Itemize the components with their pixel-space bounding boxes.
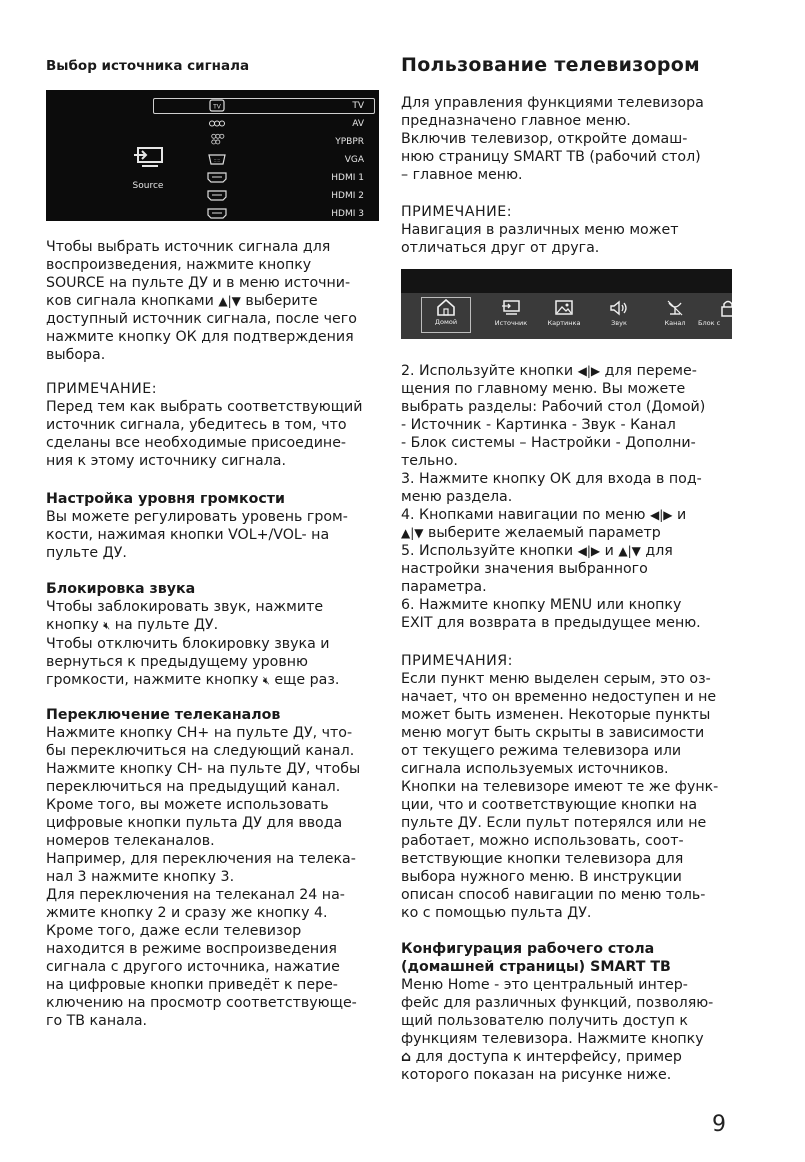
channel-section: Переключение телеканалов Нажмите кнопку СН+ на пульте ДУ, что- бы переключиться на следующий канал. Нажмите кнопку СН- на пульте ДУ, чтобы переключиться на предыдущий канал. Кроме того, вы можете использовать цифровые кнопки пульта ДУ для ввода номеров телеканалов. Например, для переключения на телека- нал 3 нажмите кнопку 3. Для переключения на телеканал 24 на- жмите кнопку 2 и сразу же кнопку 4. Кроме того, даже если телевизор находится в режиме воспроизведения сигнала с другого источника, нажатие на цифровые кнопки приведёт к пере- ключению на просмотр соответствующе- го ТВ канала.: [46, 707, 361, 1029]
menu-item-home[interactable]: Домой: [421, 297, 471, 333]
hdmi-icon: [201, 189, 233, 202]
left-right-arrows-icon: ◀|▶: [577, 364, 601, 378]
volume-section: Настройка уровня громкости Вы можете регулировать уровень гром- кости, нажимая кнопки VOL+/VOL- на пульте ДУ.: [46, 491, 348, 561]
intro-paragraph: Для управления функциями телевизора предназначено главное меню. Включив телевизор, откройте домаш- нюю страницу SMART TB (рабочий стол) – главное меню.: [401, 95, 704, 183]
source-row-hdmi3[interactable]: [46, 205, 379, 223]
source-label-ypbpr: YPBPR: [335, 137, 364, 147]
source-label-vga: VGA: [344, 155, 364, 165]
lock-icon: [718, 299, 732, 317]
left-right-arrows-icon: ◀|▶: [577, 544, 601, 558]
source-row-hdmi1[interactable]: [46, 169, 379, 187]
page-number: 9: [712, 1112, 726, 1137]
source-paragraph: Чтобы выбрать источник сигнала для воспроизведения, нажмите кнопку SOURCE на пульте ДУ и в меню источни- ков сигнала кнопками ▲|▼ выберите доступный источник сигнала, после чего нажмите кнопку ОК для подтверждения выбора.: [46, 239, 357, 363]
channel-heading: Переключение телеканалов: [46, 707, 281, 723]
note-2: ПРИМЕЧАНИЕ: Навигация в различных меню может отличаться друг от друга.: [401, 204, 679, 256]
source-row-ypbpr[interactable]: [46, 133, 379, 151]
menu-item-source[interactable]: Источник: [487, 299, 535, 331]
tv-icon: [201, 99, 233, 112]
mute-icon: 🔇︎: [262, 674, 270, 687]
up-down-arrows-icon: ▲|▼: [618, 544, 641, 558]
home-button-icon: ⌂: [401, 1049, 412, 1065]
source-row-tv[interactable]: [46, 97, 379, 115]
menu-item-channel[interactable]: Канал: [651, 299, 699, 331]
sound-icon: [609, 299, 629, 317]
mute-icon: 🔇︎: [103, 619, 111, 632]
svg-text::::::: :::::: [213, 157, 221, 163]
up-down-arrows-icon: ▲|▼: [218, 294, 241, 308]
config-section: Конфигурация рабочего стола (домашней страницы) SMART TB Меню Home - это центральный интер- фейс для различных функций, позволяю- щий пользователю получить доступ к функциям телевизора. Нажмите кнопку ⌂ для доступа к интерфейсу, пример которого показан на рисунке ниже.: [401, 941, 714, 1083]
source-label-hdmi2: HDMI 2: [331, 191, 364, 201]
note-3: ПРИМЕЧАНИЯ: Если пункт меню выделен серым, это оз- начает, что он временно недоступен и не может быть изменен. Некоторые пункты меню могут быть скрыты в зависимости от текущего режима телевизора или сигнала используемых источников. Кнопки на телевизоре имеют те же функ- ции, что и соответствующие кнопки на пульте ДУ. Если пульт потерялся или не работает, можно использовать, соот- ветствующие кнопки телевизора для выбора нужного меню. В инструкции описан способ навигации по меню толь- ко с помощью пульта ДУ.: [401, 653, 719, 921]
note-1: ПРИМЕЧАНИЕ: Перед тем как выбрать соответствующий источник сигнала, убедитесь в том, что сделаны все необходимые присоедине- ния к этому источнику сигнала.: [46, 381, 363, 469]
source-row-vga[interactable]: [46, 151, 379, 169]
mute-heading: Блокировка звука: [46, 581, 196, 597]
config-heading: Конфигурация рабочего стола: [401, 941, 655, 957]
source-icon: [501, 299, 521, 317]
source-row-hdmi2[interactable]: [46, 187, 379, 205]
main-menu-image: [401, 269, 732, 339]
channel-icon: [665, 299, 685, 317]
left-right-arrows-icon: ◀|▶: [650, 508, 673, 522]
home-icon: [436, 298, 456, 316]
source-row-av[interactable]: [46, 115, 379, 133]
steps-paragraph: 2. Используйте кнопки ◀|▶ для переме- щения по главному меню. Вы можете выбрать разделы: Рабочий стол (Домой) - Источник - Картинка - Звук - Канал - Блок системы – Настройки - Дополни- тельно. 3. Нажмите кнопку ОК для входа в под- меню раздела. 4. Кнопками навигации по меню ◀|▶ и ▲|▼ выберите желаемый параметр 5. Используйте кнопки ◀|▶ и ▲|▼ для настройки значения выбранного параметра. 6. Нажмите кнопку MENU или кнопку EXIT для возврата в предыдущее меню.: [401, 363, 706, 631]
vga-icon: [201, 153, 233, 166]
picture-icon: [554, 299, 574, 317]
volume-heading: Настройка уровня громкости: [46, 491, 285, 507]
hdmi-icon: [201, 207, 233, 220]
svg-text:TV: TV: [213, 103, 221, 111]
source-label-av: AV: [352, 119, 364, 129]
source-heading: Выбор источника сигнала: [46, 58, 250, 74]
mute-section: Блокировка звука Чтобы заблокировать звук, нажмите кнопку 🔇︎ на пульте ДУ. Чтобы отключить блокировку звука и вернуться к предыдущему уровню громкости, нажмите кнопку 🔇︎ еще раз.: [46, 581, 340, 688]
hdmi-icon: [201, 171, 233, 184]
source-label-hdmi1: HDMI 1: [331, 173, 364, 183]
menu-item-sound[interactable]: Звук: [595, 299, 643, 331]
source-menu-image: [46, 90, 379, 221]
menu-item-lock[interactable]: Блок с: [704, 299, 732, 331]
up-down-arrows-icon: ▲|▼: [401, 526, 424, 540]
source-label-hdmi3: HDMI 3: [331, 209, 364, 219]
menu-item-picture[interactable]: Картинка: [540, 299, 588, 331]
av-icon: [201, 117, 233, 130]
menu-top-bar: [401, 269, 732, 293]
source-label-tv: TV: [352, 101, 364, 111]
source-label: Source: [132, 181, 164, 191]
page-title: Пользование телевизором: [401, 54, 700, 76]
ypbpr-icon: [201, 133, 233, 146]
